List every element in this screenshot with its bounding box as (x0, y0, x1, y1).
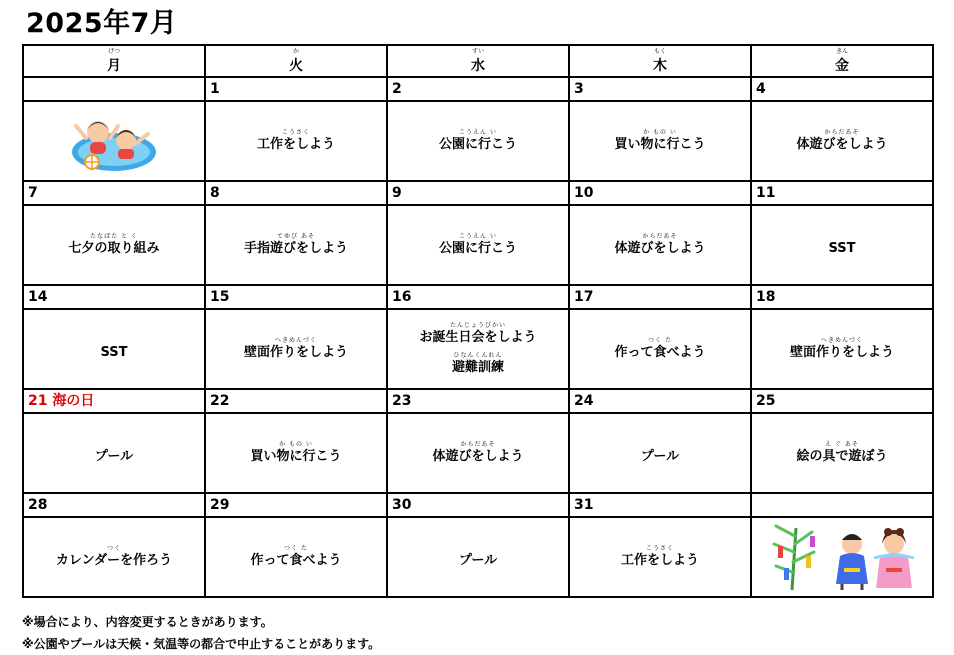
day-activity-cell (751, 101, 933, 181)
day-activity-cell (205, 517, 387, 597)
activity (244, 233, 348, 257)
weekday-wed (387, 45, 569, 77)
day-activity-cell (387, 309, 569, 389)
day-activity-cell (205, 309, 387, 389)
date-number: 30 (387, 493, 569, 517)
activity-text: 七夕の取り組み (68, 241, 160, 256)
day-activity-cell (205, 413, 387, 493)
day-activity-cell (205, 101, 387, 181)
weekday-ruby: か (292, 48, 299, 55)
activity-row (23, 517, 933, 597)
note-1: ※場合により、内容変更するときがあります。 (22, 615, 273, 629)
activity (432, 441, 523, 465)
day-activity-cell (751, 205, 933, 285)
date-number-row (23, 181, 933, 205)
date-number: 25 (751, 389, 933, 413)
day-activity-cell (569, 205, 751, 285)
activity-row (23, 101, 933, 181)
activity-ruby: たなばた と く (90, 233, 138, 240)
activity-text: プール (458, 553, 498, 568)
date-number: 17 (569, 285, 751, 309)
activity-text: 壁面作りをしよう (243, 345, 348, 360)
activity-text: 公園に行こう (438, 241, 517, 256)
date-number (751, 493, 933, 517)
activity-ruby: へきめんづく (821, 337, 863, 344)
weekday-tue (205, 45, 387, 77)
activity-text: 体遊びをしよう (614, 241, 706, 256)
activity-text: 工作をしよう (620, 553, 699, 568)
activity-row (23, 309, 933, 389)
date-number-row (23, 389, 933, 413)
date-number: 4 (751, 77, 933, 101)
day-activity-cell (751, 309, 933, 389)
kids-swimming-pool-illustration (68, 108, 160, 174)
activity-ruby: つく (106, 545, 121, 552)
date-number: 11 (751, 181, 933, 205)
activity-ruby: つく た (648, 337, 672, 344)
activity (56, 545, 172, 569)
day-activity-cell (387, 413, 569, 493)
activity-text: 作って食べよう (614, 345, 706, 360)
activity-ruby: からだあそ (642, 233, 678, 240)
date-number: 14 (23, 285, 205, 309)
activity (452, 352, 504, 376)
day-activity-cell (751, 517, 933, 597)
day-activity-cell (23, 413, 205, 493)
activity-text: 買い物に行こう (250, 449, 342, 464)
activity-text: 体遊びをしよう (796, 137, 888, 152)
date-number (23, 77, 205, 101)
activity-text: 絵の具で遊ぼう (796, 449, 888, 464)
weekday-ruby: もく (653, 48, 666, 55)
date-number: 9 (387, 181, 569, 205)
day-activity-cell (751, 413, 933, 493)
activity (796, 441, 887, 465)
activity (257, 129, 335, 153)
day-activity-cell (387, 205, 569, 285)
date-number: 2 (387, 77, 569, 101)
activity-text: 工作をしよう (256, 137, 335, 152)
activity (68, 233, 159, 257)
date-number: 18 (751, 285, 933, 309)
activity (95, 441, 133, 465)
activity (419, 322, 536, 346)
activity-ruby: か もの い (643, 129, 677, 136)
activity-ruby: からだあそ (460, 441, 496, 448)
monthly-calendar (22, 44, 934, 598)
weekday-label: 火 (289, 58, 303, 74)
activity-text: 作って食べよう (250, 553, 342, 568)
activity (439, 129, 517, 153)
activity-ruby: こうえん い (459, 129, 497, 136)
activity (250, 545, 341, 569)
activity-ruby: か もの い (279, 441, 313, 448)
activity-text: 手指遊びをしよう (243, 241, 348, 256)
activity (439, 233, 517, 257)
date-number: 23 (387, 389, 569, 413)
activity-text: カレンダーを作ろう (55, 553, 173, 568)
weekday-label: 水 (471, 58, 485, 74)
day-activity-cell (569, 309, 751, 389)
activity (828, 233, 855, 257)
activity (621, 545, 699, 569)
date-number-row (23, 493, 933, 517)
activity-text: SST (100, 345, 128, 360)
date-number: 24 (569, 389, 751, 413)
activity-text: 公園に行こう (438, 137, 517, 152)
activity-text: 買い物に行こう (614, 137, 706, 152)
activity (100, 337, 127, 361)
date-number: 16 (387, 285, 569, 309)
day-activity-cell (387, 101, 569, 181)
date-number-row (23, 285, 933, 309)
tanabata-orihime-hikoboshi-illustration (762, 522, 922, 592)
activity-ruby: ひなんくんれん (453, 352, 503, 359)
date-number: 21 海の日 (23, 389, 205, 413)
date-number-row (23, 77, 933, 101)
weekday-header-row (23, 45, 933, 77)
activity (614, 233, 705, 257)
activity-ruby: こうさく (281, 129, 310, 136)
notes (22, 611, 380, 655)
activity (614, 337, 705, 361)
activity-text: SST (828, 241, 856, 256)
activity-row (23, 205, 933, 285)
date-number: 31 (569, 493, 751, 517)
activity (250, 441, 341, 465)
day-activity-cell (569, 517, 751, 597)
calendar-title: 2025年7月 (26, 8, 178, 39)
day-activity-cell (23, 517, 205, 597)
weekday-label: 金 (835, 58, 849, 74)
date-number: 1 (205, 77, 387, 101)
activity (790, 337, 894, 361)
date-number: 22 (205, 389, 387, 413)
weekday-label: 月 (107, 58, 121, 74)
activity-ruby: からだあそ (824, 129, 860, 136)
activity-ruby: たんじょうびかい (449, 322, 506, 329)
activity-row (23, 413, 933, 493)
weekday-label: 木 (653, 58, 667, 74)
date-number: 15 (205, 285, 387, 309)
day-activity-cell (387, 517, 569, 597)
date-number: 7 (23, 181, 205, 205)
day-activity-cell (23, 205, 205, 285)
activity-ruby: こうえん い (459, 233, 497, 240)
day-activity-cell (569, 413, 751, 493)
activity (796, 129, 887, 153)
date-number: 3 (569, 77, 751, 101)
date-number: 29 (205, 493, 387, 517)
day-activity-cell (205, 205, 387, 285)
date-number: 28 (23, 493, 205, 517)
activity (459, 545, 497, 569)
activity-text: 壁面作りをしよう (789, 345, 894, 360)
activity-ruby: てゆび あそ (277, 233, 315, 240)
day-activity-cell (23, 309, 205, 389)
activity-ruby: つく た (284, 545, 308, 552)
activity-ruby: へきめんづく (275, 337, 317, 344)
weekday-ruby: きん (835, 48, 848, 55)
weekday-ruby: げつ (107, 48, 120, 55)
activity (244, 337, 348, 361)
note-2: ※公園やプールは天候・気温等の都合で中止することがあります。 (22, 637, 381, 651)
activity (614, 129, 705, 153)
activity-text: 避難訓練 (451, 360, 504, 375)
day-activity-cell (23, 101, 205, 181)
activity-ruby: え ぐ あそ (825, 441, 859, 448)
weekday-ruby: すい (471, 48, 484, 55)
weekday-thu (569, 45, 751, 77)
weekday-mon (23, 45, 205, 77)
activity (641, 441, 679, 465)
activity-text: プール (640, 449, 680, 464)
date-number: 8 (205, 181, 387, 205)
weekday-fri (751, 45, 933, 77)
activity-text: 体遊びをしよう (432, 449, 524, 464)
day-activity-cell (569, 101, 751, 181)
activity-text: お誕生日会をしよう (419, 330, 537, 345)
activity-ruby: こうさく (645, 545, 674, 552)
activity-text: プール (94, 449, 134, 464)
date-number: 10 (569, 181, 751, 205)
